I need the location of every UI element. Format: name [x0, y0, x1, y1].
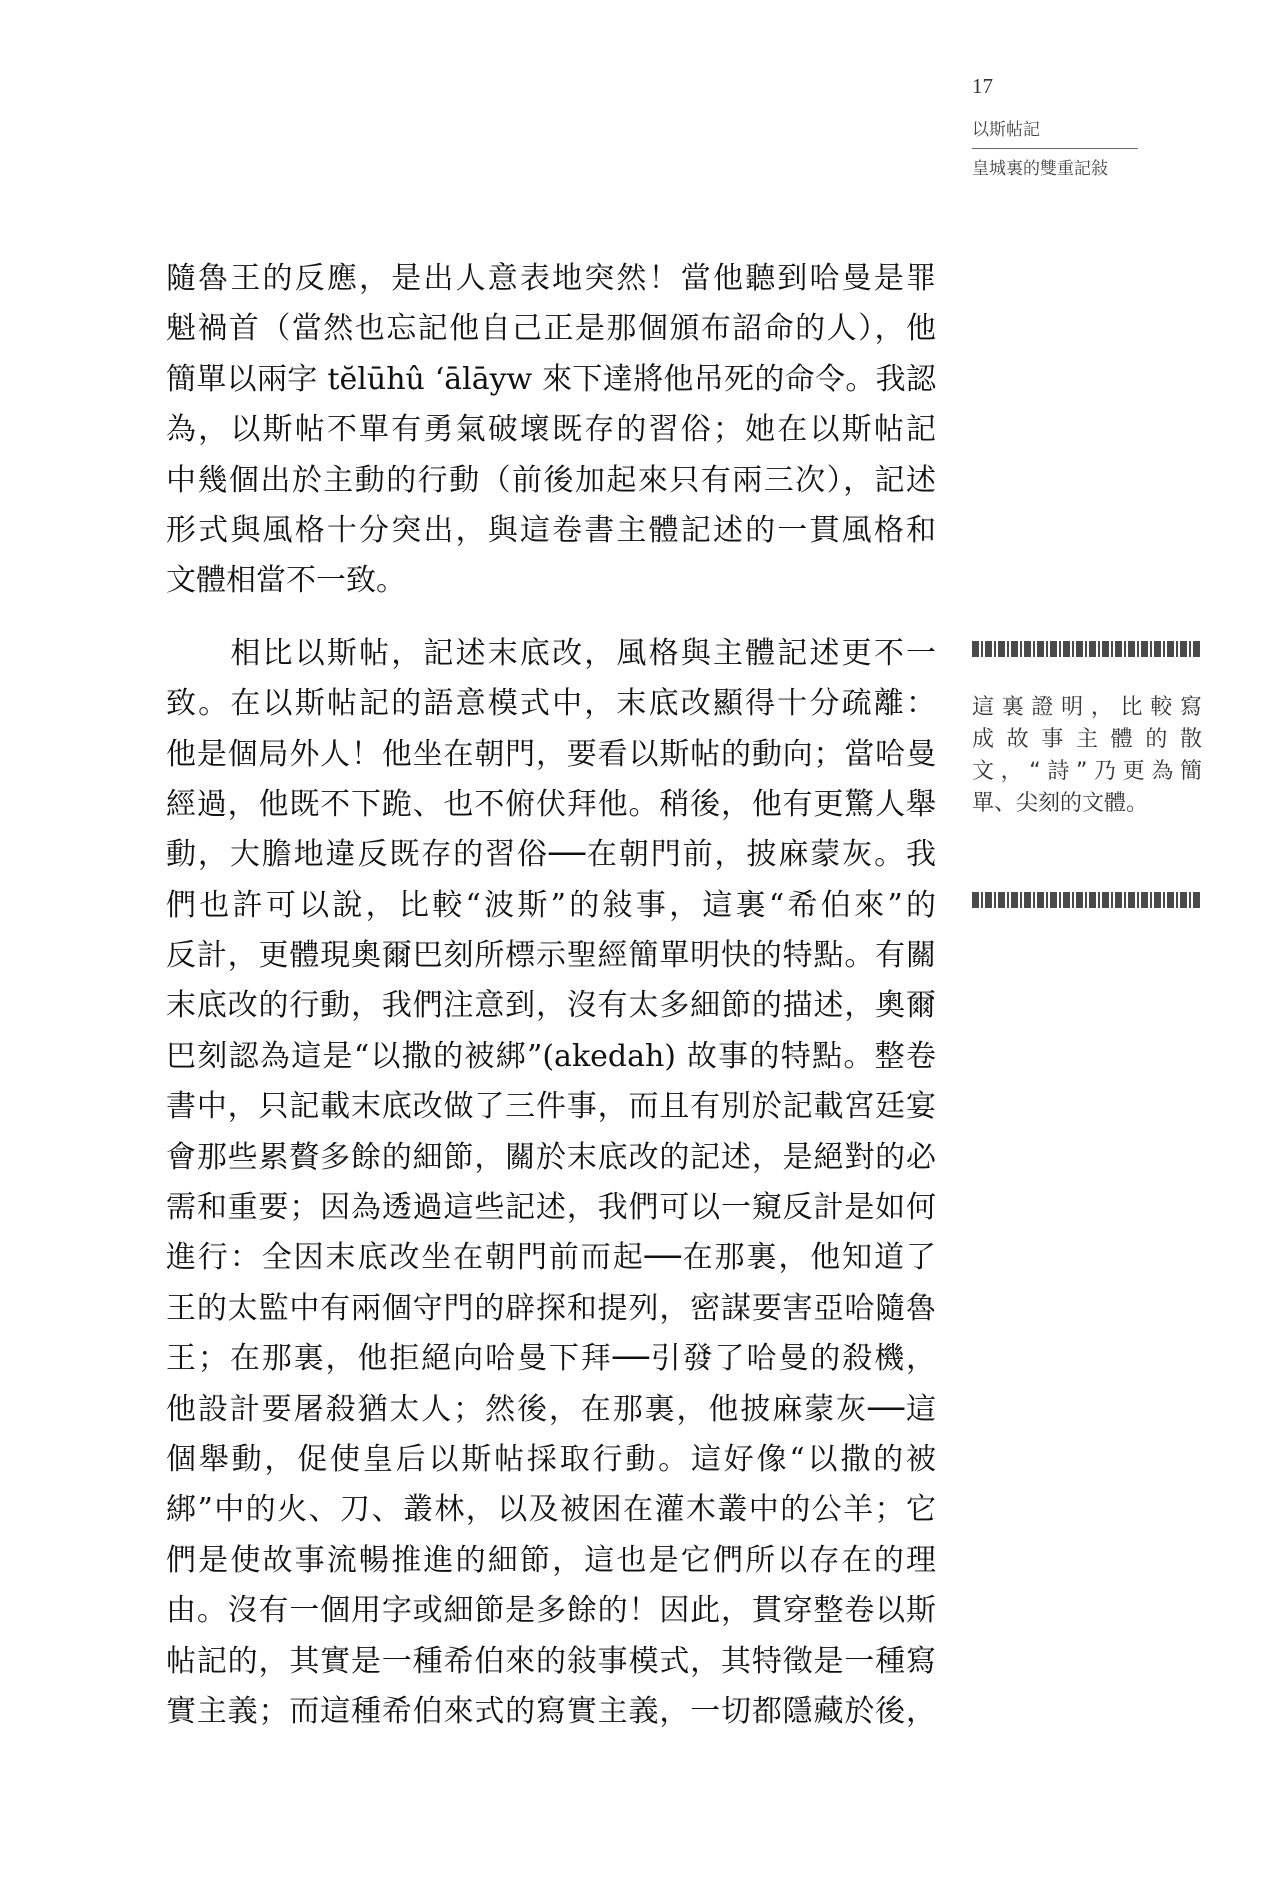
text-line: 王的太監中有兩個守門的辟探和提列，密謀要害亞哈隨魯 — [166, 1290, 936, 1326]
sidenote-line: 文，“詩”乃更為簡 — [972, 759, 1202, 784]
sidenote-line: 單、尖刻的文體。 — [972, 791, 1149, 816]
text-line: 他設計要屠殺猶太人；然後，在那裏，他披麻蒙灰──這 — [166, 1391, 936, 1427]
text-line: 們也許可以說，比較“波斯”的敍事，這裏“希伯來”的 — [166, 887, 936, 923]
text-line: 簡單以兩字 tĕlūhû ‘ālāyw 來下達將他吊死的命令。我認 — [166, 361, 936, 397]
text-line: 進行：全因末底改坐在朝門前而起──在那裏，他知道了 — [166, 1240, 936, 1276]
text-line: 書中，只記載末底改做了三件事，而且有別於記載宮廷宴 — [166, 1089, 936, 1125]
chapter-title: 皇城裏的雙重記敍 — [972, 159, 1108, 179]
sidenote-top-rule — [972, 641, 1202, 657]
text-line: 需和重要；因為透過這些記述，我們可以一窺反計是如何 — [166, 1190, 936, 1226]
book-title: 以斯帖記 — [972, 118, 1138, 149]
sidenote — [972, 692, 1202, 820]
main-text — [166, 254, 936, 1737]
running-header — [972, 74, 1138, 181]
sidenote-bottom-rule — [972, 892, 1202, 908]
text-line: 們是使故事流暢推進的細節，這也是它們所以存在的理 — [166, 1542, 936, 1578]
text-line: 形式與風格十分突出，與這卷書主體記述的一貫風格和 — [166, 512, 936, 548]
text-line: 實主義；而這種希伯來式的寫實主義，一切都隱藏於後， — [166, 1693, 936, 1729]
text-line: 經過，他既不下跪、也不俯伏拜他。稍後，他有更驚人舉 — [166, 786, 936, 822]
sidenote-line: 成故事主體的散 — [972, 727, 1202, 752]
paragraph-2 — [166, 629, 936, 1738]
text-line: 動，大膽地違反既存的習俗──在朝門前，披麻蒙灰。我 — [166, 837, 936, 873]
text-line: 巴刻認為這是“以撒的被綁”(akedah) 故事的特點。整卷 — [166, 1038, 936, 1074]
text-line: 文體相當不一致。 — [166, 563, 406, 599]
text-line: 反計，更體現奧爾巴刻所標示聖經簡單明快的特點。有關 — [166, 938, 936, 974]
text-line: 帖記的，其實是一種希伯來的敍事模式，其特徵是一種寫 — [166, 1643, 936, 1679]
text-line: 王；在那裏，他拒絕向哈曼下拜──引發了哈曼的殺機， — [166, 1341, 936, 1377]
text-line: 末底改的行動，我們注意到，沒有太多細節的描述，奧爾 — [166, 988, 936, 1024]
text-line: 綁”中的火、刀、叢林，以及被困在灌木叢中的公羊；它 — [166, 1492, 936, 1528]
text-line: 由。沒有一個用字或細節是多餘的！因此，貫穿整卷以斯 — [166, 1593, 936, 1629]
text-line: 他是個局外人！他坐在朝門，要看以斯帖的動向；當哈曼 — [166, 736, 936, 772]
text-line: 中幾個出於主動的行動（前後加起來只有兩三次），記述 — [166, 462, 936, 498]
text-line: 致。在以斯帖記的語意模式中，末底改顯得十分疏離： — [166, 686, 936, 722]
text-line: 個舉動，促使皇后以斯帖採取行動。這好像“以撒的被 — [166, 1441, 936, 1477]
text-line: 相比以斯帖，記述末底改，風格與主體記述更不一 — [166, 635, 936, 671]
paragraph-1 — [166, 254, 936, 607]
text-line: 會那些累贅多餘的細節，關於末底改的記述，是絕對的必 — [166, 1139, 936, 1175]
sidenote-line: 這裏證明，比較寫 — [972, 695, 1202, 720]
page-number: 17 — [972, 74, 993, 98]
text-line: 隨魯王的反應，是出人意表地突然！當他聽到哈曼是罪 — [166, 261, 936, 296]
text-line: 魁禍首（當然也忘記他自己正是那個頒布詔命的人），他 — [166, 311, 936, 347]
text-line: 為，以斯帖不單有勇氣破壞既存的習俗；她在以斯帖記 — [166, 412, 936, 448]
